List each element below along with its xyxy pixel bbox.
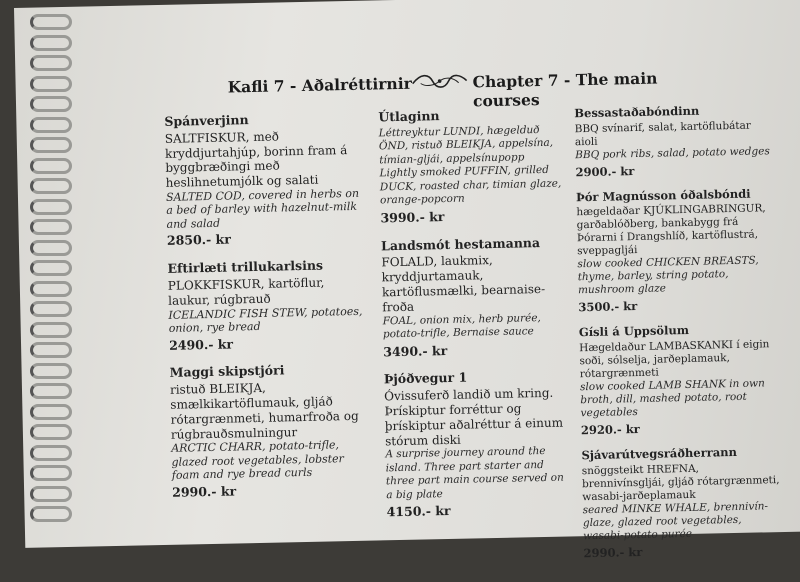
spiral-coil bbox=[30, 158, 72, 174]
spiral-coil bbox=[30, 199, 72, 215]
dish-description-en: ICELANDIC FISH STEW, potatoes, onion, rye bread bbox=[168, 304, 363, 335]
dish-price: 2990.- kr bbox=[172, 483, 237, 500]
menu-column-3 bbox=[574, 102, 784, 570]
spiral-coil bbox=[30, 96, 72, 112]
menu-item bbox=[384, 369, 572, 521]
dish-description-en: slow cooked LAMB SHANK in own broth, dill, mashed potato, root vegetables bbox=[579, 377, 765, 420]
menu-column-2 bbox=[378, 107, 572, 534]
spiral-coil bbox=[30, 137, 72, 153]
dish-price: 3490.- kr bbox=[383, 342, 448, 359]
dish-description-en: ARCTIC CHARR, potato-trifle, glazed root vegetables, lobster foam and rye bread curls bbox=[171, 438, 345, 483]
dish-price: 2990.- kr bbox=[583, 544, 643, 560]
menu-item bbox=[164, 111, 367, 249]
menu-item bbox=[167, 258, 369, 353]
dish-name: Gísli á Uppsölum bbox=[578, 323, 690, 340]
chapter-title-en: Chapter 7 - The main courses bbox=[472, 68, 658, 111]
spiral-coil bbox=[30, 260, 72, 276]
spiral-coil bbox=[30, 465, 72, 481]
dish-description-is: PLOKKFISKUR, kartöflur, laukur, rúgbrauð bbox=[167, 275, 325, 308]
spiral-coil bbox=[30, 424, 72, 440]
spiral-coil bbox=[30, 363, 72, 379]
dish-name: Bessastaðabóndinn bbox=[574, 103, 700, 121]
dish-description-en: FOAL, onion mix, herb purée, potato-trifle, Bernaise sauce bbox=[382, 311, 541, 341]
menu-item bbox=[581, 444, 783, 561]
dish-description-is: FOLALD, laukmix, kryddjurtamauk, kartöflusmælki, bearnaise-froða bbox=[381, 253, 546, 315]
menu-page bbox=[14, 0, 800, 560]
spiral-coil bbox=[30, 445, 72, 461]
dish-price: 2900.- kr bbox=[575, 163, 635, 180]
dish-description-is: SALTFISKUR, með kryddjurtahjúp, borinn fram á byggbræðingi með heslihnetumjólk og salati bbox=[164, 129, 348, 191]
dish-description-en: Lightly smoked PUFFIN, grilled DUCK, roasted char, timian glaze, orange-popcorn bbox=[379, 164, 562, 207]
flourish-ornament-icon bbox=[410, 68, 468, 93]
menu-item bbox=[576, 186, 779, 316]
dish-description-en: A surprise journey around the island. Three part starter and three part main course served on a big plate bbox=[385, 445, 564, 502]
spiral-coil bbox=[30, 301, 72, 317]
dish-price: 3500.- kr bbox=[578, 299, 638, 315]
spiral-coil bbox=[30, 117, 72, 133]
menu-item bbox=[381, 235, 568, 360]
dish-description-en: slow cooked CHICKEN BREASTS, thyme, barley, string potato, mushroom glaze bbox=[577, 254, 759, 297]
dish-description-en: seared MINKE WHALE, brennivín-glaze, glazed root vegetables, wasabi-potato purée bbox=[582, 499, 769, 542]
dish-description-is: Léttreyktur LUNDI, hægelduð ÖND, ristuð BLEIKJA, appelsína, tímian-gljái, appelsínupopp bbox=[378, 123, 554, 167]
dish-description-is: Hægeldaður LAMBASKANKI í eigin soði, sólselja, jarðeplamauk, rótargrænmeti bbox=[579, 338, 770, 381]
spiral-coil bbox=[30, 35, 72, 51]
dish-description-en: SALTED COD, covered in herbs on a bed of barley with hazelnut-milk and salad bbox=[165, 186, 360, 231]
menu-column-1 bbox=[164, 111, 372, 514]
menu-item bbox=[170, 362, 373, 500]
spiral-coil bbox=[30, 14, 72, 30]
dish-description-is: BBQ svínarif, salat, kartöflubátar aioli bbox=[574, 119, 751, 149]
dish-name: Þjóðvegur 1 bbox=[383, 369, 468, 387]
dish-name: Sjávarútvegsráðherrann bbox=[581, 444, 738, 462]
dish-price: 3990.- kr bbox=[380, 208, 445, 226]
dish-name: Landsmót hestamanna bbox=[380, 234, 541, 253]
spiral-coil bbox=[30, 342, 72, 358]
chapter-title-is: Kafli 7 - Aðalréttirnir bbox=[227, 73, 412, 97]
spiral-coil bbox=[30, 404, 72, 420]
spiral-coil bbox=[30, 178, 72, 194]
spiral-coil bbox=[30, 281, 72, 297]
spiral-binding bbox=[30, 0, 70, 533]
dish-price: 2920.- kr bbox=[580, 421, 640, 438]
dish-description-en: BBQ pork ribs, salad, potato wedges bbox=[575, 145, 770, 162]
spiral-coil bbox=[30, 219, 72, 235]
spiral-coil bbox=[30, 486, 72, 502]
dish-price: 4150.- kr bbox=[386, 503, 451, 520]
menu-item bbox=[378, 107, 565, 226]
spiral-coil bbox=[30, 76, 72, 92]
spiral-coil bbox=[30, 55, 72, 71]
dish-description-is: hægeldaðar KJÚKLINGABRINGUR, garðablóðberg, bankabygg frá Þórarni í Drangshlíð, kartöflustrá, sveppagljái bbox=[576, 202, 766, 258]
dish-name: Útlaginn bbox=[378, 108, 440, 125]
dish-name: Eftirlæti trillukarlsins bbox=[167, 257, 324, 277]
dish-description-is: Óvissuferð landið um kring. Þrískiptur forréttur og þrískiptur aðalréttur á einum stórum diski bbox=[384, 385, 564, 448]
dish-price: 2850.- kr bbox=[166, 231, 231, 249]
spiral-coil bbox=[30, 322, 72, 338]
spiral-coil bbox=[30, 506, 72, 522]
chapter-header bbox=[227, 63, 708, 111]
dish-description-is: ristuð BLEIKJA, smælkikartöflumauk, gljáð rótargrænmeti, humarfroða og rúgbrauðsmulningur bbox=[169, 381, 359, 442]
dish-name: Spánverjinn bbox=[164, 112, 249, 129]
spiral-coil bbox=[30, 240, 72, 256]
dish-description-is: snöggsteikt HREFNA, brennivínsgljái, gljáð rótargrænmeti, wasabi-jarðeplamauk bbox=[581, 462, 780, 503]
spiral-coil bbox=[30, 383, 72, 399]
menu-item bbox=[574, 102, 775, 180]
dish-name: Maggi skipstjóri bbox=[169, 362, 285, 381]
menu-item bbox=[579, 321, 781, 438]
dish-name: Þór Magnússon óðalsbóndi bbox=[575, 186, 751, 204]
dish-price: 2490.- kr bbox=[168, 336, 234, 353]
